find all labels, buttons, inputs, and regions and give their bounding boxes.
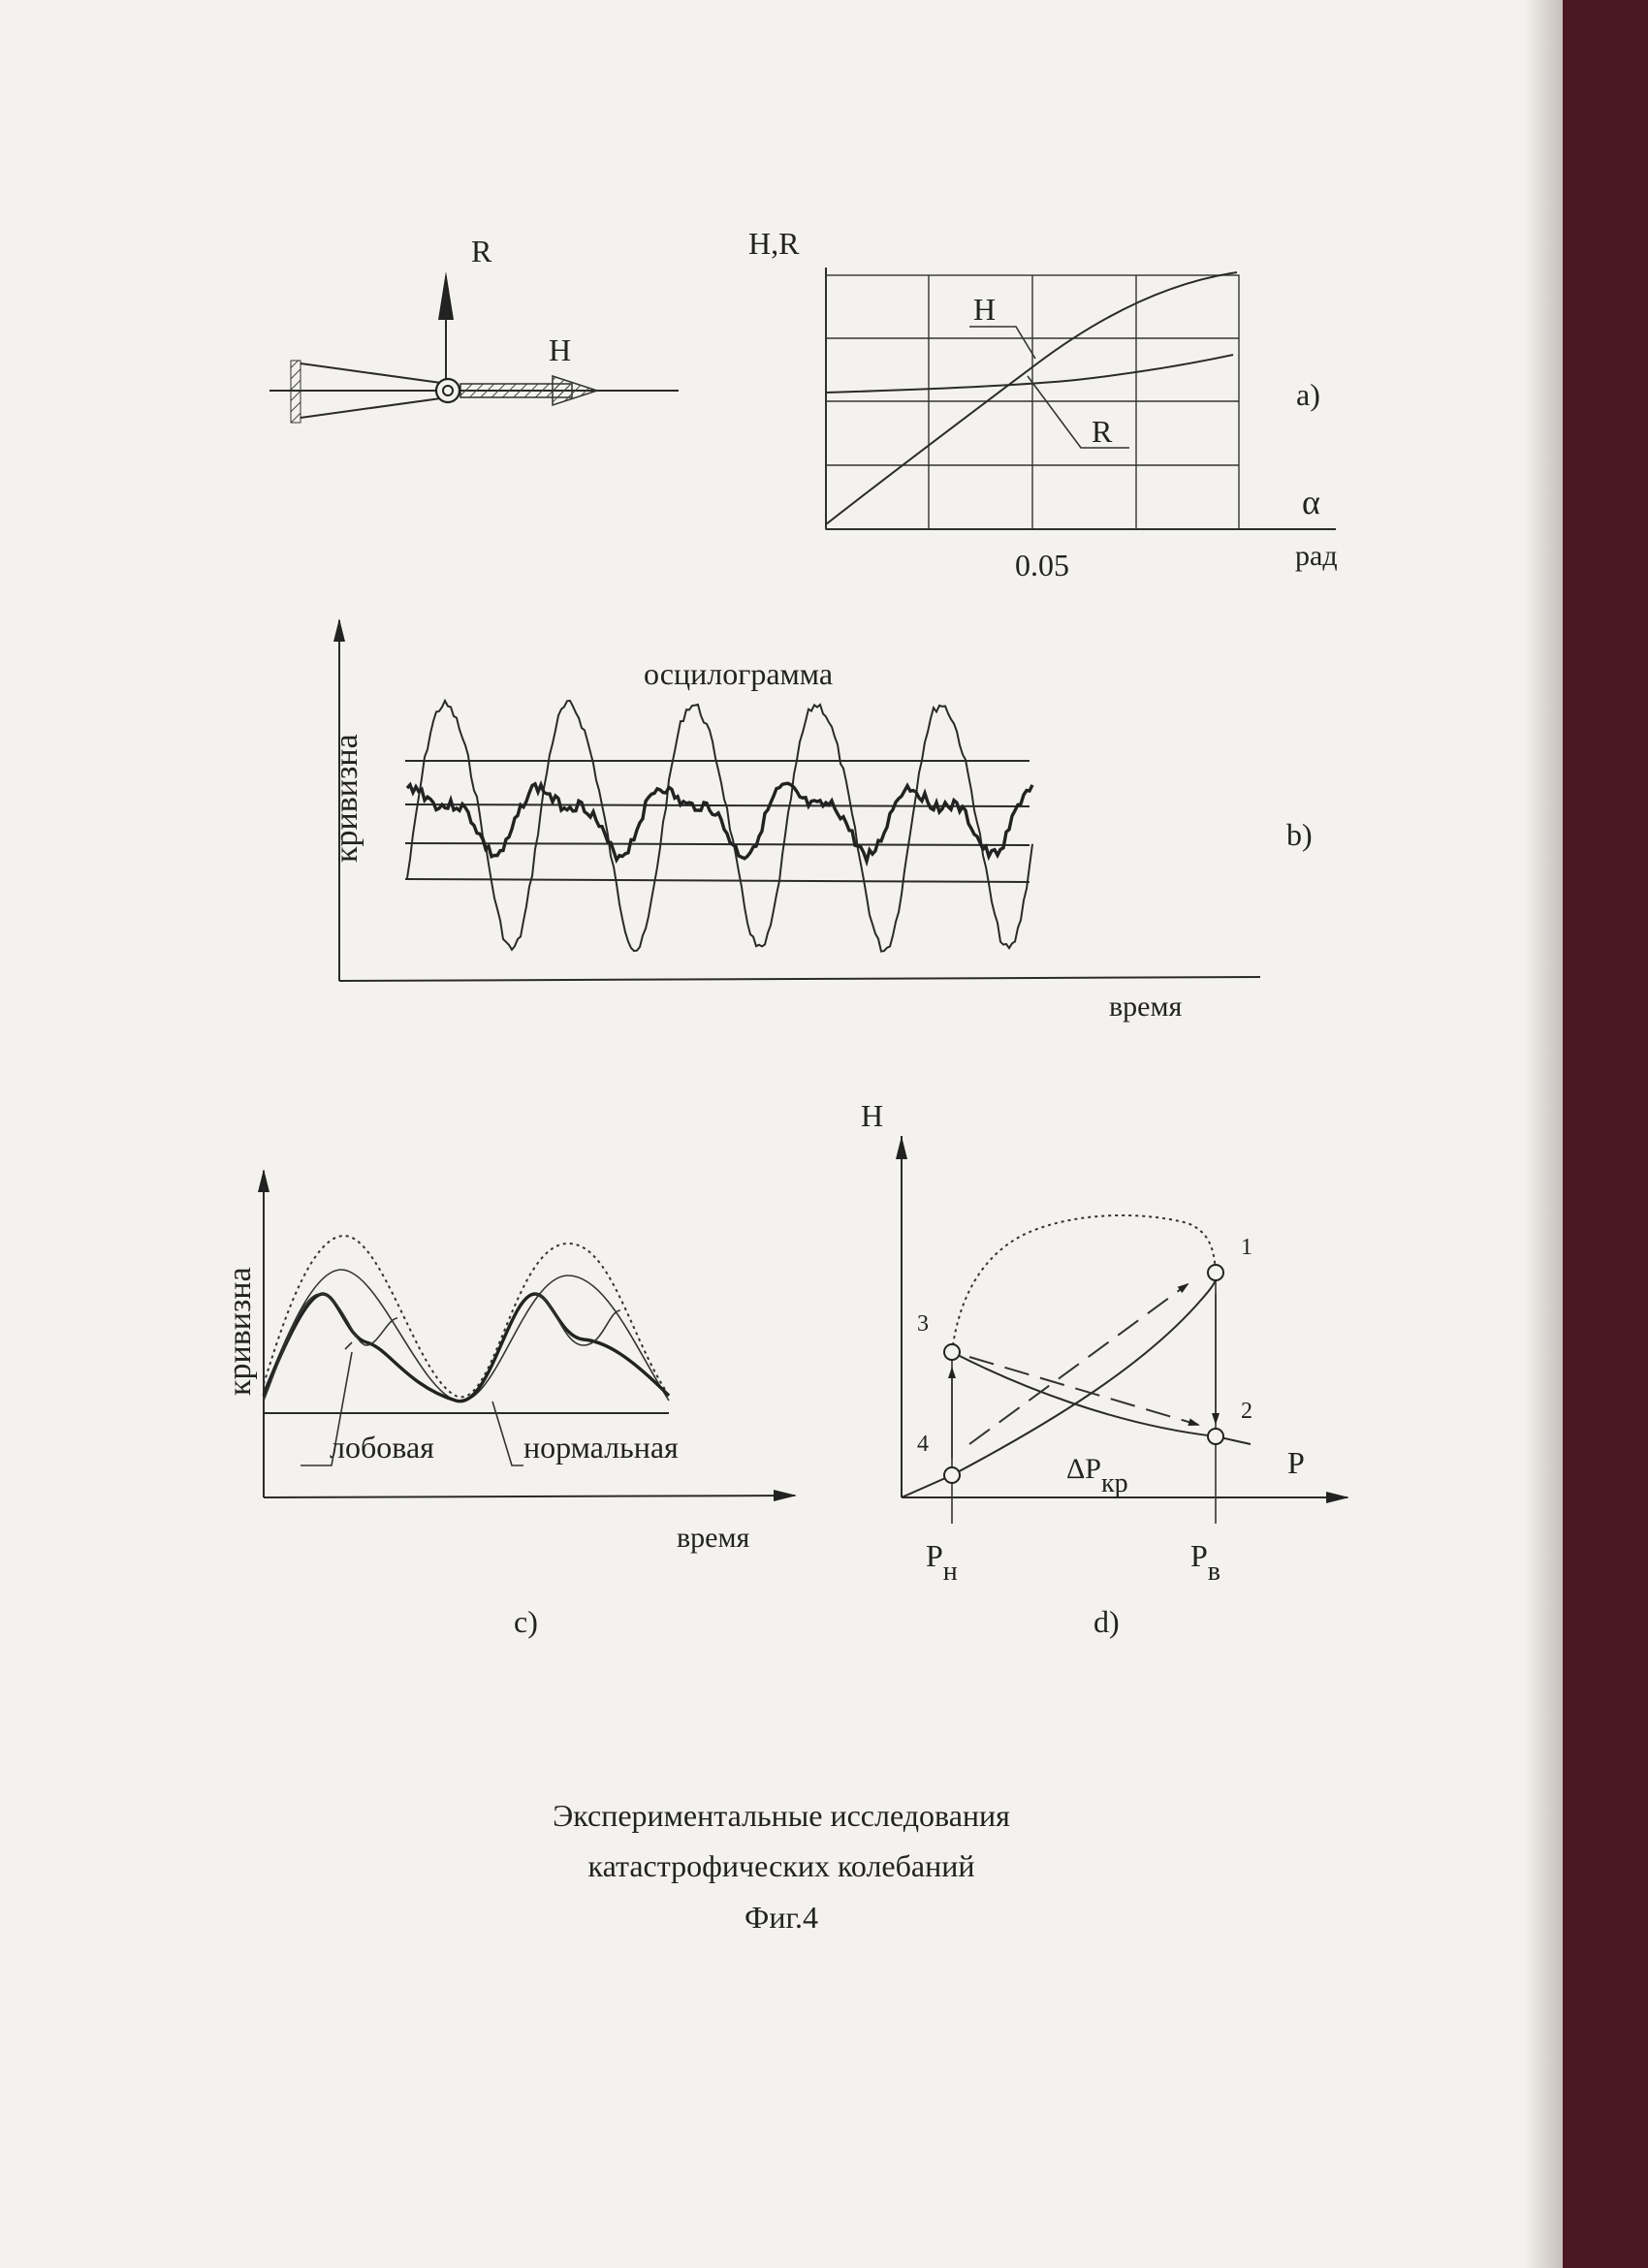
- panel-d: [861, 1098, 1349, 1639]
- caption-figure-number: Фиг.4: [745, 1900, 818, 1935]
- leader-normal: [492, 1402, 523, 1465]
- curve-normal: [264, 1270, 669, 1402]
- point-1-marker: [1208, 1265, 1223, 1280]
- plot-a-xlabel: α: [1302, 483, 1320, 521]
- plot-c-y-arrowhead: [258, 1169, 269, 1192]
- plot-a-xunit: рад: [1295, 540, 1338, 572]
- point-3-marker: [944, 1344, 960, 1360]
- plot-d-xlabel: P: [1287, 1445, 1305, 1480]
- tag-a: a): [1296, 377, 1320, 412]
- force-h-arrowhead: [553, 376, 597, 405]
- plot-d-ylabel: H: [861, 1098, 884, 1133]
- ref-line-3: [405, 843, 1030, 845]
- p-low-label: Pн: [926, 1538, 958, 1587]
- point-4-label: 4: [917, 1432, 929, 1457]
- label-normal: нормальная: [523, 1430, 679, 1465]
- curve-h: [826, 272, 1237, 524]
- plot-a-ylabel: H,R: [748, 226, 800, 261]
- plot-b-y-arrowhead: [333, 618, 345, 642]
- point-2-marker: [1208, 1429, 1223, 1444]
- wall-support: [291, 361, 301, 423]
- plot-a-xtick: 0.05: [1015, 548, 1069, 583]
- tag-b: b): [1286, 817, 1313, 852]
- point-2-label: 2: [1241, 1399, 1252, 1424]
- label-h: H: [549, 332, 572, 367]
- delta-p-label: ΔPкр: [1066, 1453, 1128, 1498]
- leader-h: [969, 327, 1035, 359]
- p-high-label: Pв: [1190, 1538, 1221, 1587]
- oscillogram-narrow-trace: [407, 783, 1032, 861]
- label-frontal: лобовая: [330, 1430, 434, 1465]
- hinge-outer: [436, 379, 460, 402]
- panel-a-plot: [748, 226, 1338, 583]
- dashed-arrow-down: [969, 1357, 1198, 1425]
- curve-r: [826, 355, 1233, 393]
- curve-upper-envelope: [264, 1236, 669, 1397]
- wire-lower: [301, 397, 448, 418]
- oscillogram-wide-trace: [407, 701, 1032, 952]
- ref-line-4: [405, 879, 1030, 882]
- plot-d-x-arrowhead: [1326, 1492, 1349, 1503]
- plot-c-x-axis: [264, 1496, 795, 1497]
- plot-c-x-arrowhead: [774, 1490, 797, 1501]
- plot-b-xlabel: время: [1109, 991, 1183, 1023]
- plot-b-ylabel: кривизна: [329, 734, 364, 863]
- dashed-arrow-up: [969, 1284, 1188, 1444]
- plot-c-xlabel: время: [677, 1522, 750, 1554]
- point-3-label: 3: [917, 1311, 929, 1337]
- caption-line-1: Экспериментальные исследования: [553, 1798, 1010, 1833]
- point-1-label: 1: [1241, 1235, 1252, 1260]
- plot-d-y-arrowhead: [896, 1136, 907, 1159]
- branch-3-2: [952, 1352, 1251, 1444]
- panel-b: [329, 618, 1313, 1023]
- leader-r: [1028, 376, 1129, 448]
- caption-line-2: катастрофических колебаний: [587, 1848, 975, 1883]
- branch-upper-dotted: [952, 1215, 1216, 1352]
- point-4-marker: [944, 1467, 960, 1483]
- curve-h-label: H: [973, 292, 997, 327]
- curve-r-label: R: [1092, 414, 1113, 449]
- force-r-arrowhead: [438, 271, 454, 320]
- plot-b-title: осцилограмма: [644, 656, 834, 691]
- label-r: R: [471, 234, 492, 268]
- wire-upper: [301, 363, 448, 384]
- plot-b-x-axis: [339, 977, 1260, 981]
- tag-d: d): [1093, 1604, 1120, 1639]
- plot-c-ylabel: кривизна: [222, 1267, 258, 1396]
- curve-combined-thick: [264, 1294, 669, 1402]
- leader-frontal-tip: [345, 1342, 352, 1349]
- panel-c: [222, 1169, 797, 1639]
- branch-4-1: [952, 1273, 1216, 1475]
- panel-a-diagram: [269, 234, 679, 423]
- tag-c: c): [514, 1604, 538, 1639]
